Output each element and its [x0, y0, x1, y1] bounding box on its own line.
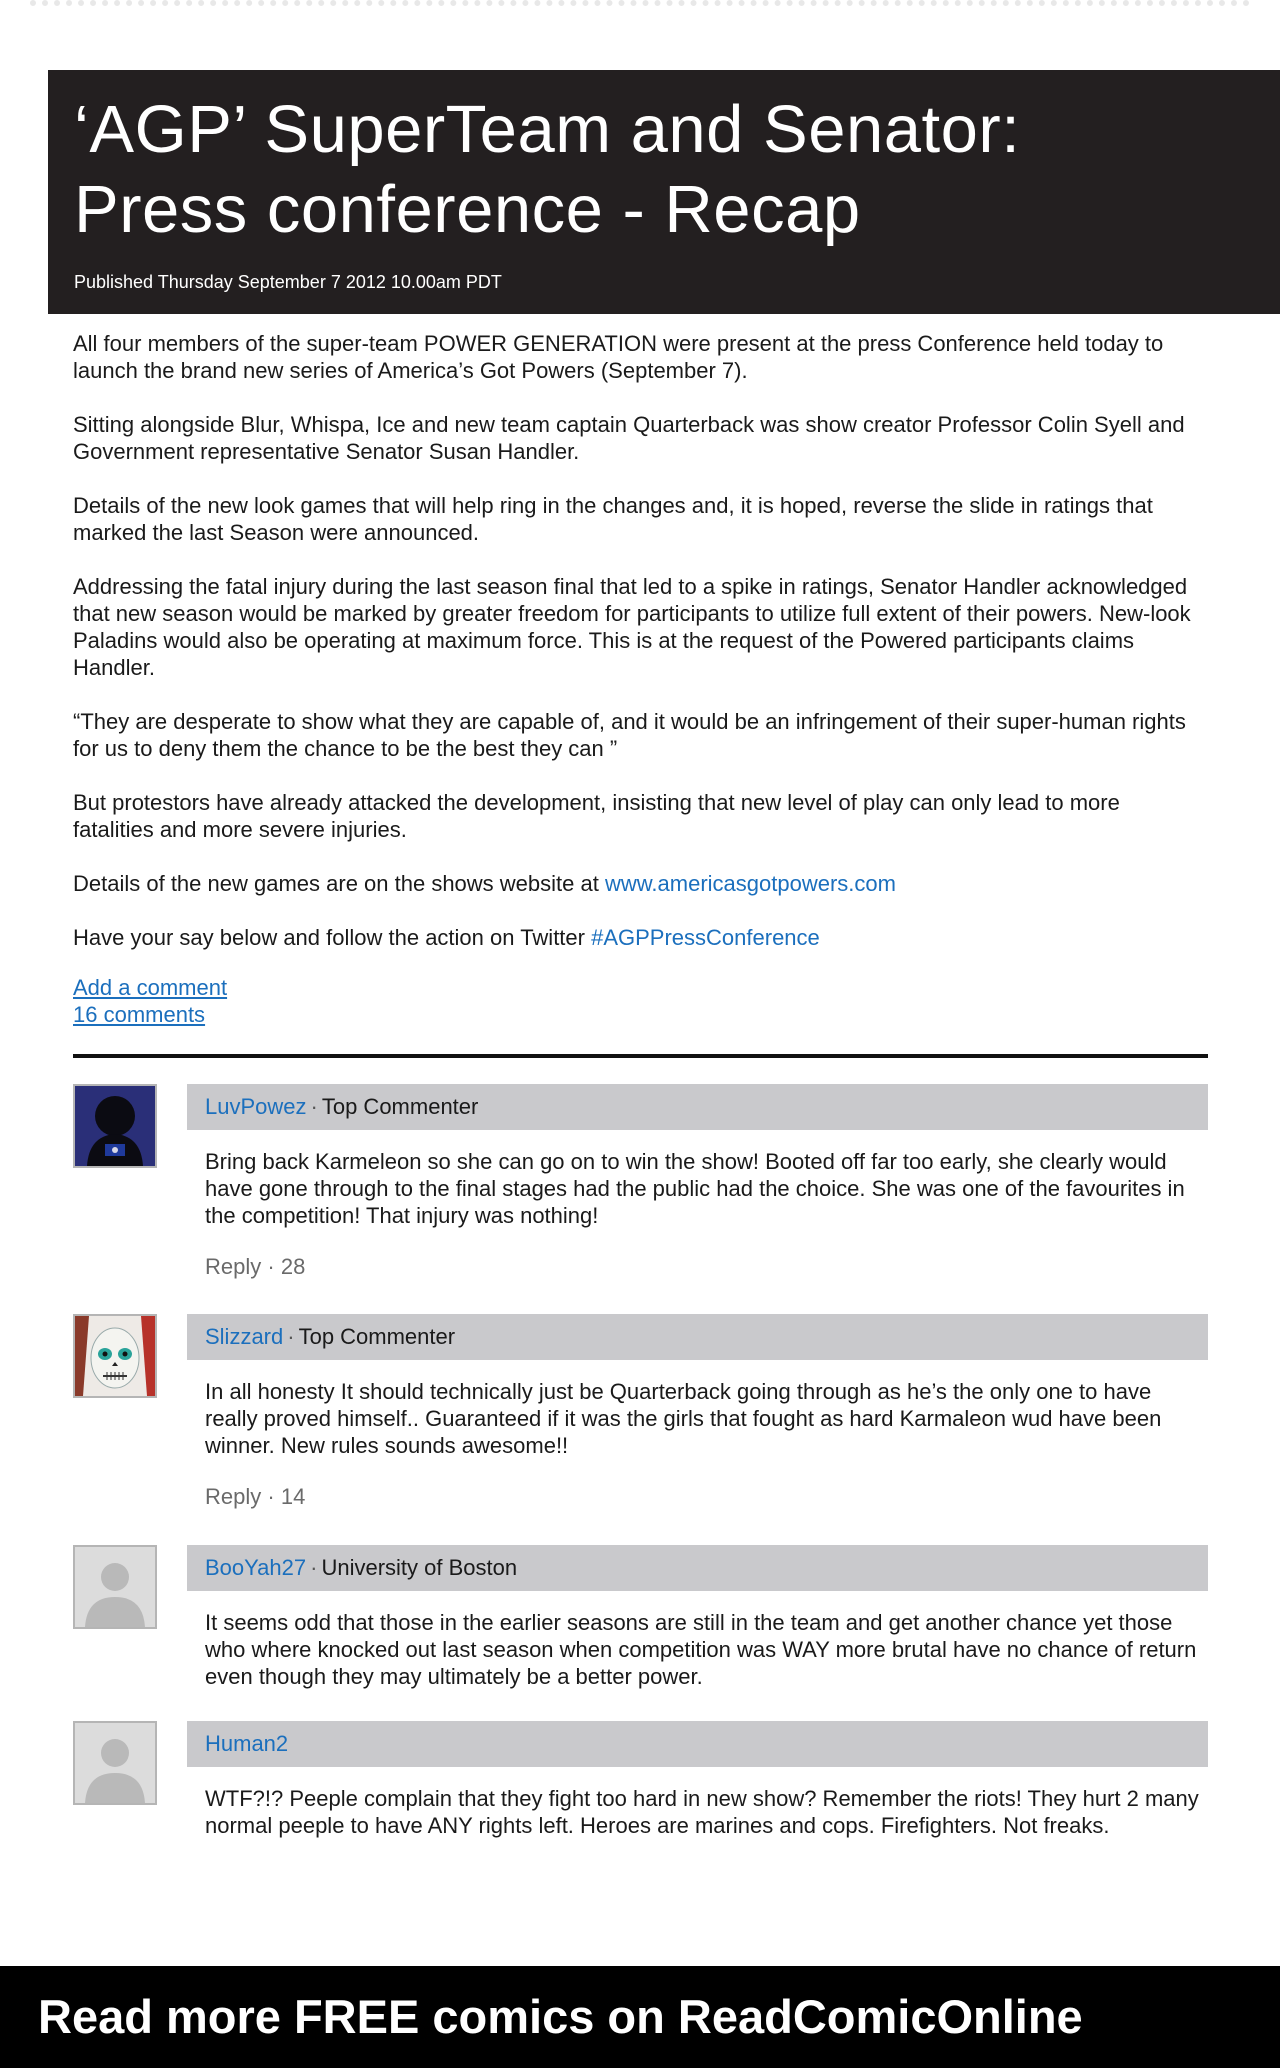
- comment-header: [187, 1721, 1208, 1767]
- separator-dot: ·: [310, 1555, 318, 1580]
- comment-actions: [205, 1254, 305, 1280]
- twitter-paragraph: [73, 924, 1203, 951]
- default-avatar-icon[interactable]: [73, 1721, 157, 1805]
- reply-link[interactable]: Reply: [205, 1484, 262, 1509]
- title-line-1: ‘AGP’ SuperTeam and Senator:: [74, 92, 1021, 167]
- comment-text: WTF?!? Peeple complain that they fight too hard in new show? Remember the riots! They hurt 2 many normal peeple to have ANY rights left. Heroes are marines and cops. Firefighters. Not freaks.: [205, 1786, 1199, 1838]
- like-count: 14: [280, 1484, 306, 1509]
- page-title: [74, 90, 1280, 250]
- commenter-tag: University of Boston: [321, 1555, 518, 1580]
- commenter-name[interactable]: Slizzard: [205, 1324, 284, 1349]
- comment-header: [187, 1084, 1208, 1130]
- commenter-tag: Top Commenter: [321, 1094, 479, 1119]
- avatar-silhouette-icon[interactable]: [73, 1084, 157, 1168]
- footer-banner[interactable]: Read more FREE comics on ReadComicOnline: [0, 1966, 1280, 2068]
- article-header: [48, 70, 1280, 314]
- twitter-text: Have your say below and follow the action on Twitter: [73, 925, 585, 950]
- separator-dot: ·: [267, 1254, 281, 1279]
- like-count: 28: [280, 1254, 306, 1279]
- default-avatar-icon[interactable]: [73, 1545, 157, 1629]
- website-link[interactable]: www.americasgotpowers.com: [604, 871, 896, 896]
- separator-dot: ·: [287, 1324, 295, 1349]
- article-paragraph: All four members of the super-team POWER GENERATION were present at the press Conference held today to launch the brand new series of America’s Got Powers (September 7).: [73, 331, 1164, 383]
- commenter-name[interactable]: BooYah27: [205, 1555, 307, 1580]
- comment-text: It seems odd that those in the earlier seasons are still in the team and get another chance yet those who where knocked out last season when competition was WAY more brutal have no chance of return even though they may ultimately be a better power.: [205, 1610, 1197, 1689]
- comment-actions: [205, 1484, 305, 1510]
- add-comment-link[interactable]: Add a comment: [73, 975, 228, 1000]
- commenter-tag: Top Commenter: [298, 1324, 456, 1349]
- comments-divider: [73, 1054, 1208, 1058]
- published-date: Published Thursday September 7 2012 10.00am PDT: [74, 272, 502, 292]
- comment-text: Bring back Karmeleon so she can go on to win the show! Booted off far too early, she clearly would have gone through to the final stages had the public had the choice. She was one of the favourites in the competition! That injury was nothing!: [205, 1149, 1185, 1228]
- article-body: [73, 330, 1203, 978]
- title-line-2: Press conference - Recap: [74, 172, 861, 247]
- article-paragraph: Addressing the fatal injury during the last season final that led to a spike in ratings, Senator Handler acknowledged that new season would be marked by greater freedom for participants to utilize full extent of their powers. New-look Paladins would also be operating at maximum force. This is at the request of the Powered participants claims Handler.: [73, 574, 1191, 680]
- reply-link[interactable]: Reply: [205, 1254, 262, 1279]
- commenter-name[interactable]: LuvPowez: [205, 1094, 307, 1119]
- website-text: Details of the new games are on the shows website at: [73, 871, 599, 896]
- comment-text: In all honesty It should technically just be Quarterback going through as he’s the only one to have really proved himself.. Guaranteed if it was the girls that fought as hard Karmaleon wud have been winner. New rules sounds awesome!!: [205, 1379, 1162, 1458]
- article-paragraph: Sitting alongside Blur, Whispa, Ice and new team captain Quarterback was show creator Professor Colin Syell and Government representative Senator Susan Handler.: [73, 412, 1185, 464]
- article-paragraph: “They are desperate to show what they are capable of, and it would be an infringement of their super-human rights for us to deny them the chance to be the best they can ”: [73, 709, 1186, 761]
- comment-count-link[interactable]: 16 comments: [73, 1002, 206, 1027]
- separator-dot: ·: [310, 1094, 318, 1119]
- article-paragraph: Details of the new look games that will help ring in the changes and, it is hoped, reverse the slide in ratings that marked the last Season were announced.: [73, 493, 1153, 545]
- comment-links: [73, 974, 227, 1028]
- comment-header: [187, 1314, 1208, 1360]
- commenter-name[interactable]: Human2: [205, 1731, 289, 1756]
- article-paragraph: But protestors have already attacked the development, insisting that new level of play can only lead to more fatalities and more severe injuries.: [73, 790, 1120, 842]
- separator-dot: ·: [267, 1484, 281, 1509]
- avatar-skull-mask-icon[interactable]: [73, 1314, 157, 1398]
- comment-header: [187, 1545, 1208, 1591]
- twitter-hashtag-link[interactable]: #AGPPressConference: [591, 925, 820, 950]
- website-paragraph: [73, 870, 1203, 897]
- top-border-decoration: [30, 0, 1250, 30]
